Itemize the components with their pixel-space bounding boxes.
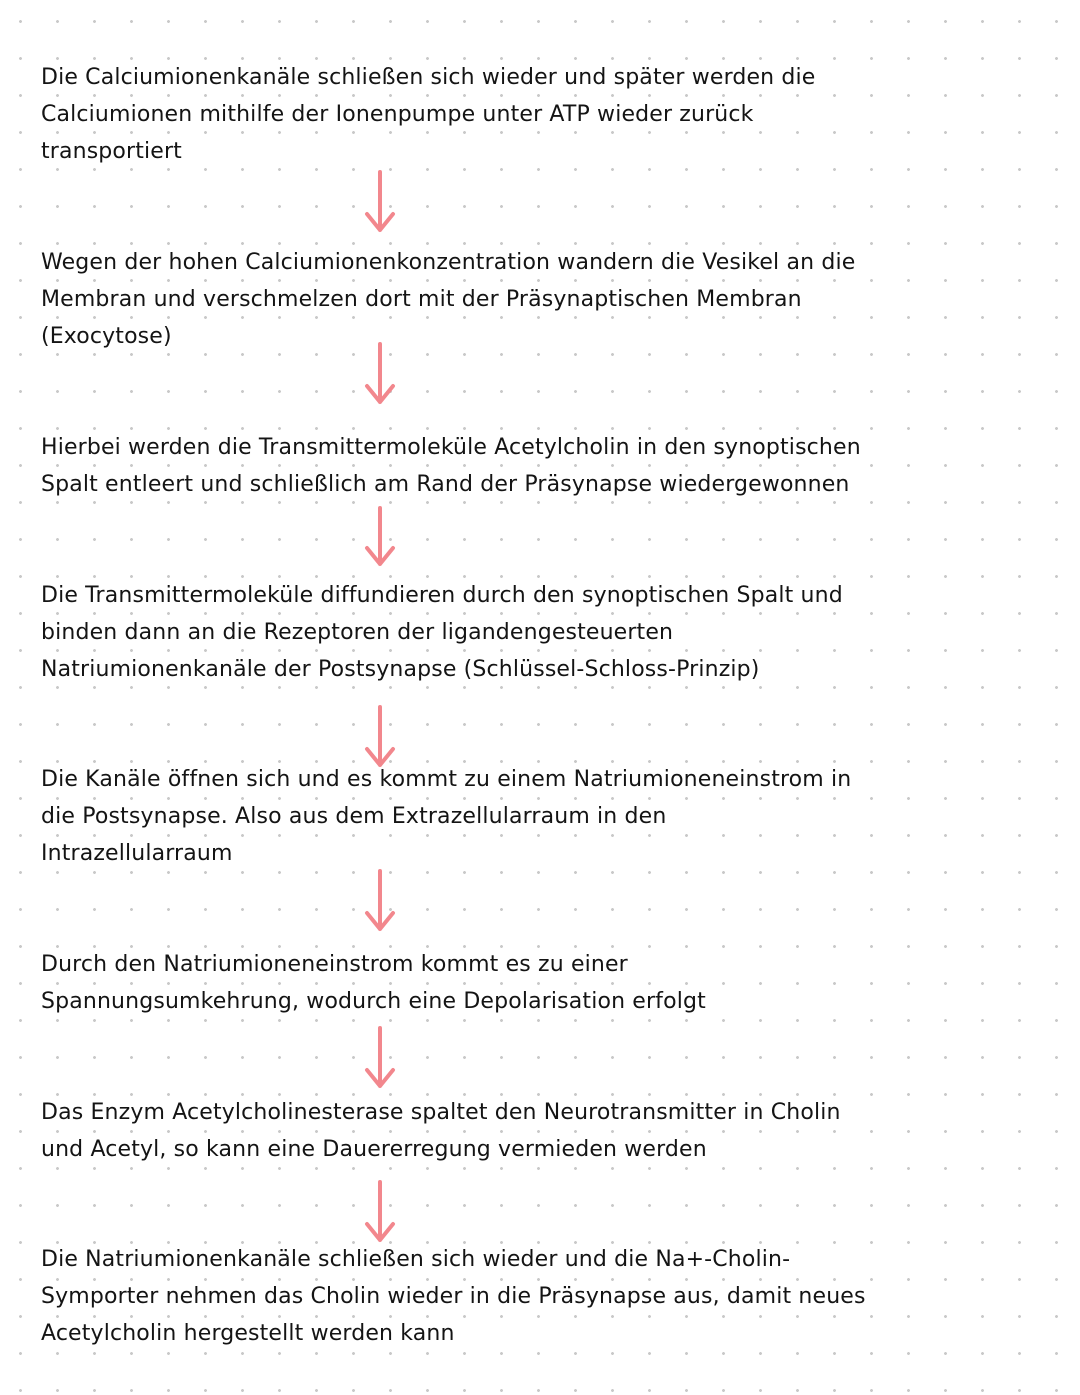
flow-step-2 xyxy=(41,244,921,355)
step-line: (Exocytose) xyxy=(41,324,172,349)
step-line: binden dann an die Rezeptoren der ligandengesteuerten xyxy=(41,620,674,645)
down-arrow-icon xyxy=(357,504,403,570)
down-arrow-icon xyxy=(357,1024,403,1090)
step-line: Hierbei werden die Transmittermoleküle Acetylcholin in den synoptischen xyxy=(41,435,861,460)
flow-step-6 xyxy=(41,946,921,1020)
step-line: Die Natriumionenkanäle schließen sich wieder und die Na+-Cholin- xyxy=(41,1247,791,1272)
down-arrow-icon xyxy=(357,867,403,933)
down-arrow-icon xyxy=(357,703,403,769)
down-arrow-icon xyxy=(357,168,403,234)
down-arrow-icon xyxy=(357,1178,403,1244)
step-line: Die Kanäle öffnen sich und es kommt zu einem Natriumioneneinstrom in xyxy=(41,767,852,792)
flow-step-7 xyxy=(41,1094,921,1168)
step-line: Durch den Natriumioneneinstrom kommt es zu einer xyxy=(41,952,628,977)
step-line: Die Calciumionenkanäle schließen sich wieder und später werden die xyxy=(41,65,816,90)
step-line: transportiert xyxy=(41,139,182,164)
step-line: Membran und verschmelzen dort mit der Präsynaptischen Membran xyxy=(41,287,802,312)
flow-step-1 xyxy=(41,59,921,170)
step-line: Wegen der hohen Calciumionenkonzentration wandern die Vesikel an die xyxy=(41,250,856,275)
step-line: Die Transmittermoleküle diffundieren durch den synoptischen Spalt und xyxy=(41,583,843,608)
step-line: und Acetyl, so kann eine Dauererregung vermieden werden xyxy=(41,1137,707,1162)
step-line: Calciumionen mithilfe der Ionenpumpe unter ATP wieder zurück xyxy=(41,102,754,127)
step-line: Das Enzym Acetylcholinesterase spaltet den Neurotransmitter in Cholin xyxy=(41,1100,841,1125)
step-line: Intrazellularraum xyxy=(41,841,233,866)
step-line: Acetylcholin hergestellt werden kann xyxy=(41,1321,455,1346)
flow-step-3 xyxy=(41,429,921,503)
step-line: Spalt entleert und schließlich am Rand der Präsynapse wiedergewonnen xyxy=(41,472,850,497)
step-line: die Postsynapse. Also aus dem Extrazellularraum in den xyxy=(41,804,667,829)
step-line: Symporter nehmen das Cholin wieder in die Präsynapse aus, damit neues xyxy=(41,1284,866,1309)
down-arrow-icon xyxy=(357,340,403,406)
step-line: Spannungsumkehrung, wodurch eine Depolarisation erfolgt xyxy=(41,989,706,1014)
flow-step-5 xyxy=(41,761,921,872)
step-line: Natriumionenkanäle der Postsynapse (Schlüssel-Schloss-Prinzip) xyxy=(41,657,760,682)
flow-step-4 xyxy=(41,577,921,688)
flow-step-8 xyxy=(41,1241,921,1352)
